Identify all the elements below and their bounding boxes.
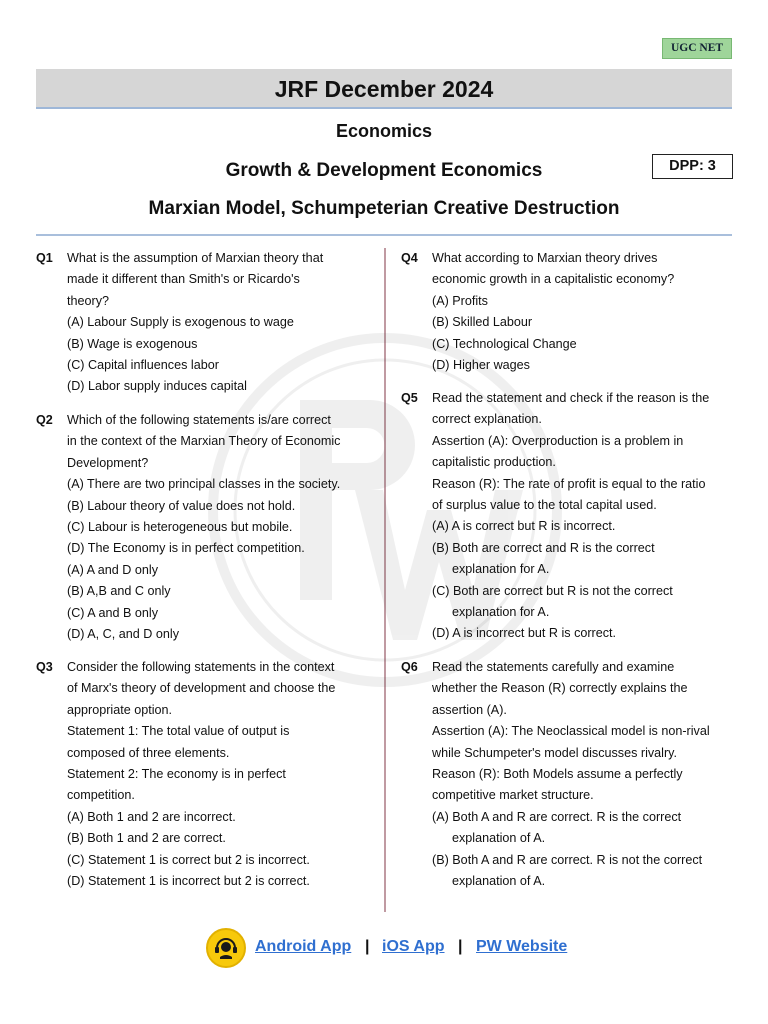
footer-separator: | (365, 938, 370, 955)
question-number: Q1 (36, 251, 53, 265)
option-a: (A) Both 1 and 2 are incorrect. (67, 809, 236, 824)
question-text: Read the statement and check if the reason is the (432, 391, 710, 405)
header-divider (36, 234, 732, 236)
option-c: (C) Both are correct but R is not the correct (432, 583, 673, 598)
dpp-label: DPP: 3 (652, 154, 733, 179)
option-b: (B) Skilled Labour (432, 315, 533, 330)
option-b: (B) A,B and C only (67, 584, 171, 599)
question-text: Which of the following statements is/are correct (67, 413, 331, 427)
footer-links (0, 926, 768, 972)
option-a: (A) A and D only (67, 562, 159, 577)
question-number: Q5 (401, 391, 418, 405)
assertion: capitalistic production. (432, 455, 556, 470)
question-text: assertion (A). (432, 702, 507, 717)
topic-heading: Marxian Model, Schumpeterian Creative Destruction (148, 198, 620, 219)
question-text: theory? (67, 293, 110, 308)
statement-a: (A) There are two principal classes in the society. (67, 477, 341, 492)
option-d: (D) Labor supply induces capital (67, 379, 247, 394)
page-title: JRF December 2024 (36, 69, 732, 109)
question-text: whether the Reason (R) correctly explains the (432, 681, 688, 696)
option-b: (B) Both 1 and 2 are correct. (67, 831, 226, 846)
column-divider (384, 248, 386, 912)
option-b: explanation of A. (452, 874, 546, 889)
question-text: of Marx's theory of development and choose the (67, 681, 336, 696)
question-number: Q4 (401, 251, 418, 265)
customer-service-icon (206, 928, 246, 968)
question-text: economic growth in a capitalistic economy? (432, 272, 675, 287)
assertion: while Schumpeter's model discusses rivalry. (432, 745, 678, 760)
option-d: (D) Statement 1 is incorrect but 2 is correct. (67, 874, 310, 889)
statement-2: competition. (67, 788, 135, 803)
question-text: correct explanation. (432, 412, 542, 427)
question-text: appropriate option. (67, 702, 173, 717)
statement-c: (C) Labour is heterogeneous but mobile. (67, 520, 293, 535)
option-c: (C) Technological Change (432, 336, 577, 351)
android-app-link[interactable]: Android App (255, 938, 352, 955)
option-b: (B) Both A and R are correct. R is not the correct (432, 852, 703, 867)
question-5 (401, 388, 709, 645)
assertion: Assertion (A): The Neoclassical model is non-rival (432, 724, 710, 739)
question-1 (36, 248, 323, 398)
option-c: (C) Capital influences labor (67, 358, 219, 373)
question-2 (36, 410, 340, 645)
statement-1: Statement 1: The total value of output is (67, 724, 290, 739)
question-number: Q6 (401, 660, 418, 674)
question-number: Q3 (36, 660, 53, 674)
option-d: (D) A, C, and D only (67, 627, 179, 642)
option-d: (D) A is incorrect but R is correct. (432, 626, 617, 641)
question-number: Q2 (36, 413, 53, 427)
option-c: (C) Statement 1 is correct but 2 is incorrect. (67, 852, 310, 867)
option-a: (A) Both A and R are correct. R is the correct (432, 809, 682, 824)
question-text: What according to Marxian theory drives (432, 251, 658, 265)
statement-d: (D) The Economy is in perfect competition. (67, 541, 305, 556)
unit-heading: Growth & Development Economics (225, 160, 543, 181)
option-b: explanation for A. (452, 562, 550, 577)
reason: Reason (R): The rate of profit is equal to the ratio (432, 476, 706, 491)
question-text: made it different than Smith's or Ricardo's (67, 272, 300, 287)
reason: competitive market structure. (432, 788, 594, 803)
statement-2: Statement 2: The economy is in perfect (67, 767, 286, 782)
option-c: (C) A and B only (67, 605, 159, 620)
option-a: explanation of A. (452, 831, 546, 846)
subject-heading: Economics (335, 121, 433, 141)
option-a: (A) Profits (432, 293, 488, 308)
ios-app-link[interactable]: iOS App (382, 938, 445, 955)
assertion: Assertion (A): Overproduction is a problem in (432, 433, 684, 448)
question-text: Development? (67, 455, 149, 470)
statement-1: composed of three elements. (67, 745, 230, 760)
exam-badge: UGC NET (662, 38, 732, 59)
reason: of surplus value to the total capital used. (432, 498, 657, 513)
footer-separator: | (458, 938, 463, 955)
question-text: What is the assumption of Marxian theory that (67, 251, 324, 265)
question-text: Read the statements carefully and examine (432, 660, 675, 674)
question-text: Consider the following statements in the context (67, 660, 335, 674)
question-4 (401, 248, 674, 376)
reason: Reason (R): Both Models assume a perfectly (432, 767, 683, 782)
option-b: (B) Both are correct and R is the correct (432, 540, 655, 555)
pw-website-link[interactable]: PW Website (476, 938, 568, 955)
question-6 (401, 657, 710, 892)
option-c: explanation for A. (452, 605, 550, 620)
option-a: (A) A is correct but R is incorrect. (432, 519, 616, 534)
statement-b: (B) Labour theory of value does not hold. (67, 498, 296, 513)
option-b: (B) Wage is exogenous (67, 336, 198, 351)
option-a: (A) Labour Supply is exogenous to wage (67, 315, 294, 330)
question-text: in the context of the Marxian Theory of Economic (67, 434, 341, 449)
question-3 (36, 657, 335, 892)
option-d: (D) Higher wages (432, 358, 530, 373)
